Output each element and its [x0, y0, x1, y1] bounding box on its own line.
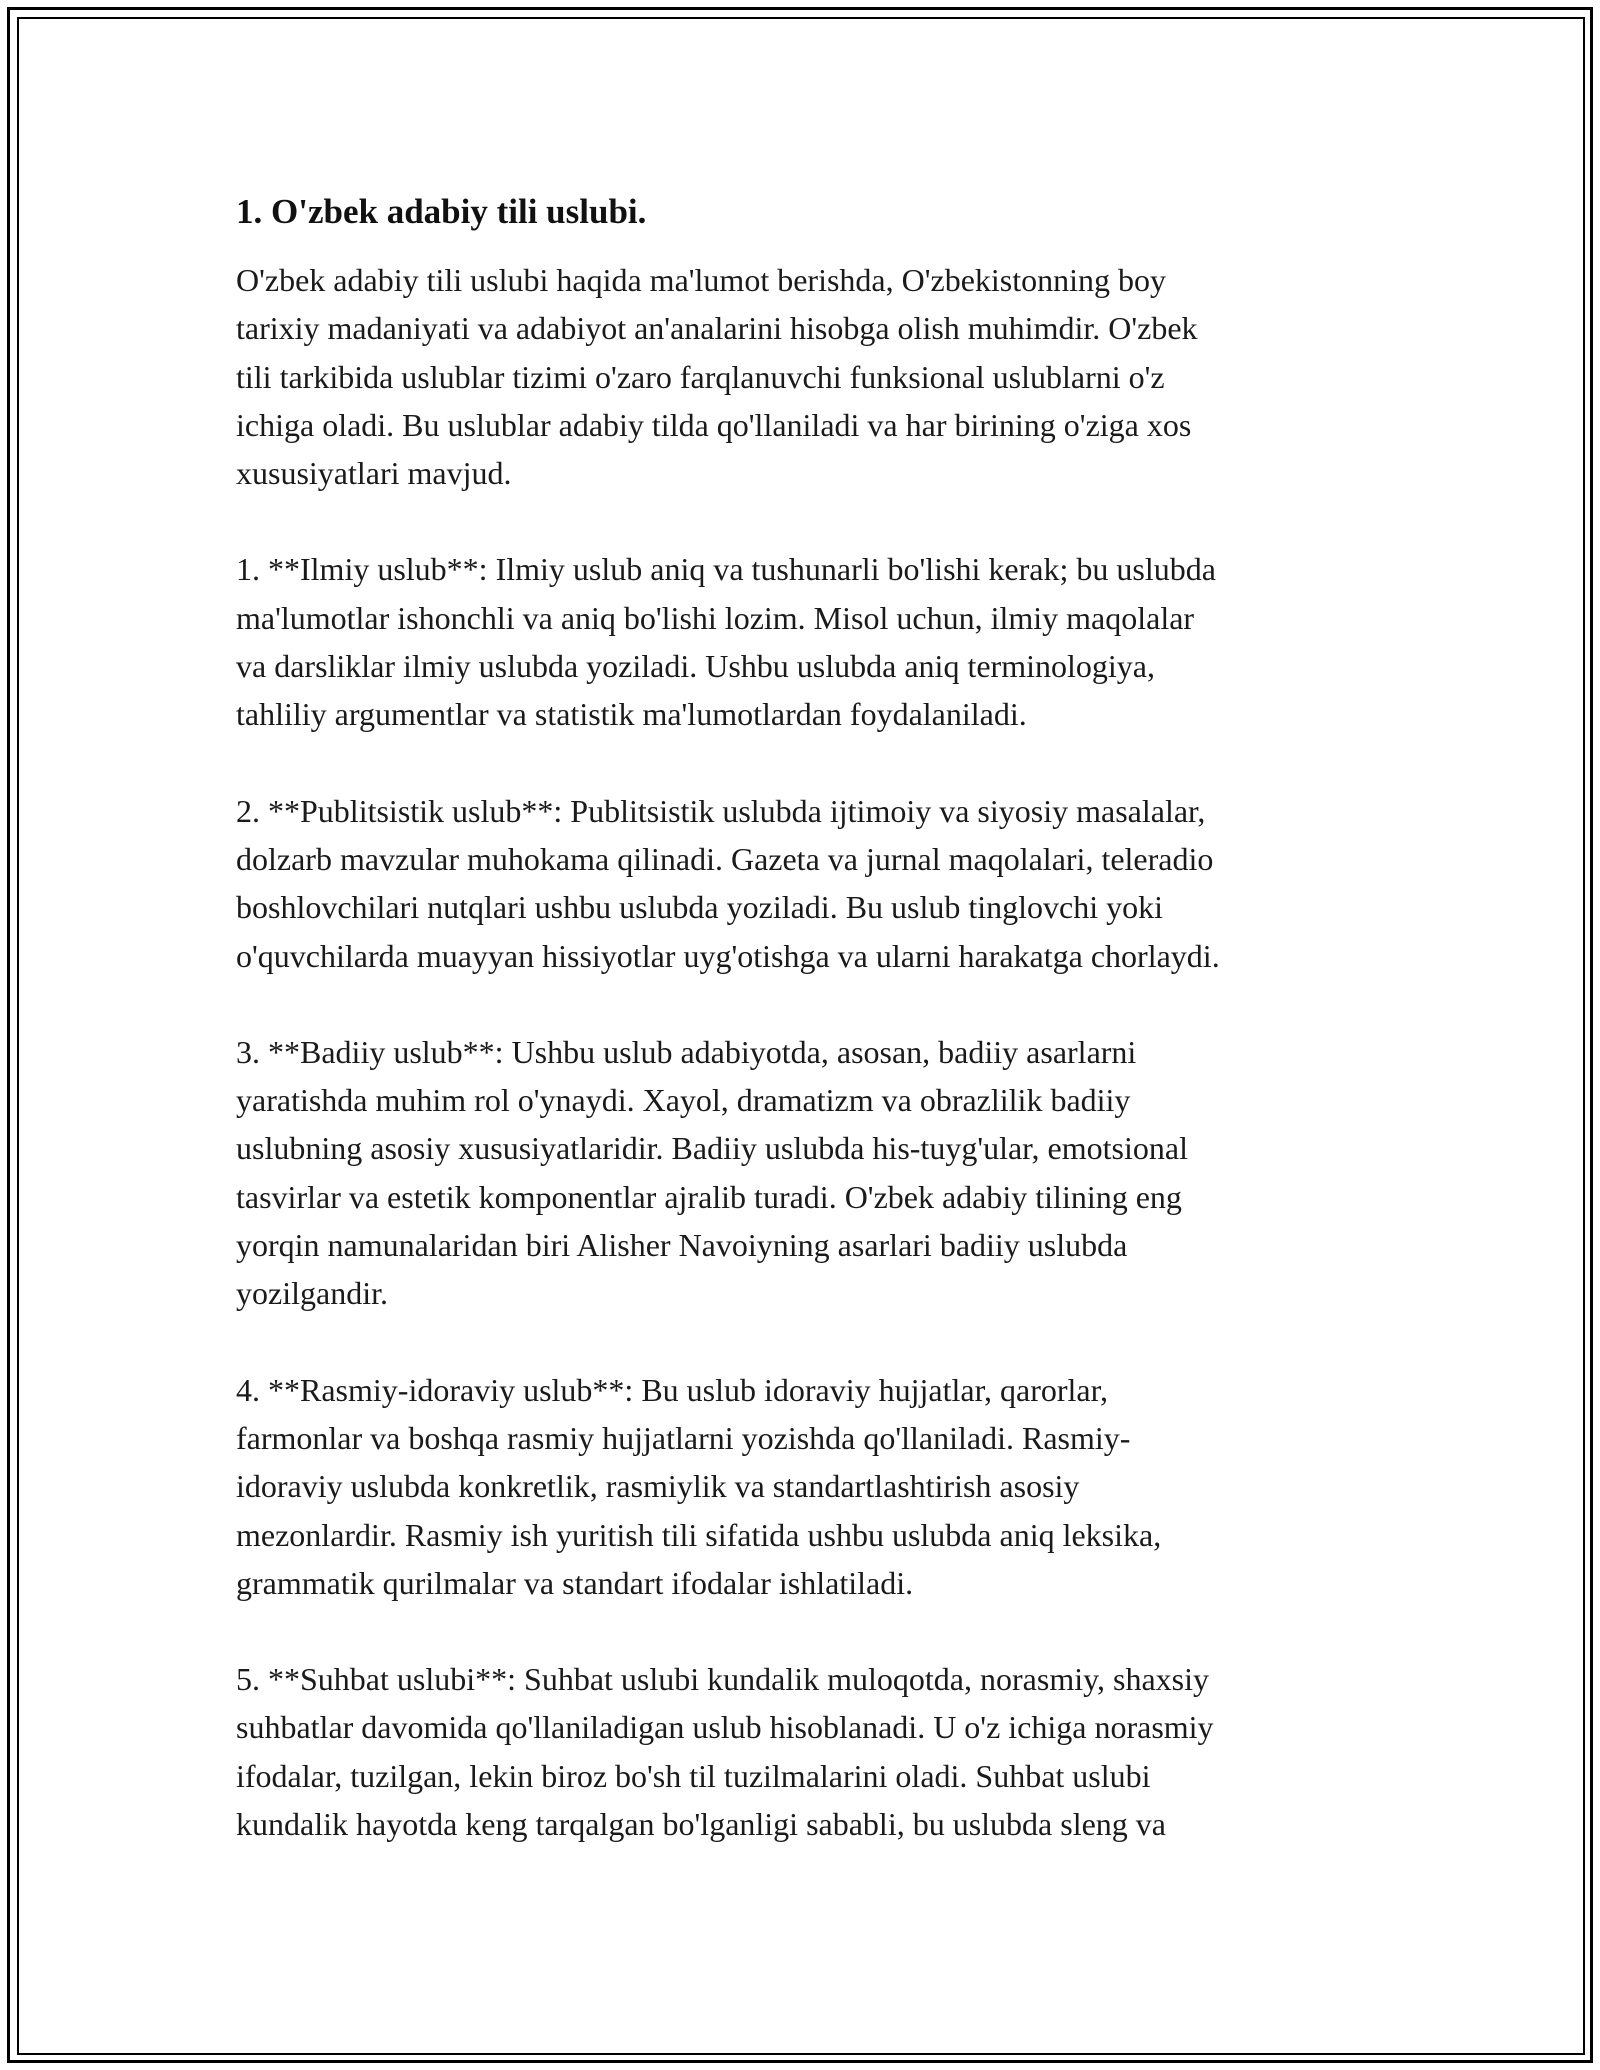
text-line: ma'lumotlar ishonchli va aniq bo'lishi lozim. Misol uchun, ilmiy maqolalar: [236, 599, 1195, 636]
text-line: mezonlardir. Rasmiy ish yuritish tili sifatida ushbu uslubda aniq leksika,: [236, 1516, 1162, 1553]
paragraph: [236, 787, 1366, 980]
text-line: 3. **Badiiy uslub**: Ushbu uslub adabiyotda, asosan, badiiy asarlarni: [236, 1033, 1137, 1070]
text-line: yaratishda muhim rol o'ynaydi. Xayol, dramatizm va obrazlilik badiiy: [236, 1082, 1131, 1119]
text-line: dolzarb mavzular muhokama qilinadi. Gazeta va jurnal maqolalari, teleradio: [236, 840, 1214, 877]
paragraph-list: [236, 256, 1366, 1848]
text-line: O'zbek adabiy tili uslubi haqida ma'lumot berishda, O'zbekistonning boy: [236, 262, 1167, 298]
text-line: 1. **Ilmiy uslub**: Ilmiy uslub aniq va tushunarli bo'lishi kerak; bu uslubda: [236, 551, 1216, 588]
paragraph: [236, 1028, 1366, 1318]
text-line: o'quvchilarda muayyan hissiyotlar uyg'otishga va ularni harakatga chorlaydi.: [236, 937, 1220, 974]
text-line: yozilgandir.: [236, 1275, 388, 1312]
text-line: 2. **Publitsistik uslub**: Publitsistik uslubda ijtimoiy va siyosiy masalalar,: [236, 792, 1206, 829]
text-line: idoraviy uslubda konkretlik, rasmiylik va standartlashtirish asosiy: [236, 1468, 1080, 1505]
paragraph: [236, 1655, 1366, 1848]
text-line: yorqin namunalaridan biri Alisher Navoiyning asarlari badiiy uslubda: [236, 1227, 1128, 1264]
text-line: grammatik qurilmalar va standart ifodalar ishlatiladi.: [236, 1564, 914, 1601]
text-line: boshlovchilari nutqlari ushbu uslubda yoziladi. Bu uslub tinglovchi yoki: [236, 889, 1164, 926]
text-line: suhbatlar davomida qo'llaniladigan uslub hisoblanadi. U o'z ichiga norasmiy: [236, 1709, 1214, 1746]
text-line: kundalik hayotda keng tarqalgan bo'lganligi sababli, bu uslubda sleng va: [236, 1806, 1166, 1843]
text-line: tasvirlar va estetik komponentlar ajralib turadi. O'zbek adabiy tilining eng: [236, 1178, 1182, 1215]
text-line: tili tarkibida uslublar tizimi o'zaro farqlanuvchi funksional uslublarni o'z: [236, 358, 1165, 395]
paragraph: [236, 545, 1366, 738]
text-line: tarixiy madaniyati va adabiyot an'analarini hisobga olish muhimdir. O'zbek: [236, 310, 1198, 347]
text-line: 5. **Suhbat uslubi**: Suhbat uslubi kundalik muloqotda, norasmiy, shaxsiy: [236, 1661, 1210, 1698]
section-heading: 1. O'zbek adabiy tili uslubi.: [236, 192, 647, 231]
text-line: va darsliklar ilmiy uslubda yoziladi. Ushbu uslubda aniq terminologiya,: [236, 648, 1155, 685]
paragraph: [236, 1366, 1366, 1607]
document-body: [236, 188, 1366, 1896]
text-line: xususiyatlari mavjud.: [236, 455, 512, 492]
text-line: uslubning asosiy xususiyatlaridir. Badiiy uslubda his-tuyg'ular, emotsional: [236, 1130, 1188, 1167]
text-line: ichiga oladi. Bu uslublar adabiy tilda qo'llaniladi va har birining o'ziga xos: [236, 406, 1192, 443]
text-line: 4. **Rasmiy-idoraviy uslub**: Bu uslub idoraviy hujjatlar, qarorlar,: [236, 1371, 1108, 1408]
text-line: tahliliy argumentlar va statistik ma'lumotlardan foydalaniladi.: [236, 696, 1027, 733]
paragraph: [236, 256, 1366, 497]
text-line: ifodalar, tuzilgan, lekin biroz bo'sh til tuzilmalarini oladi. Suhbat uslubi: [236, 1757, 1151, 1794]
text-line: farmonlar va boshqa rasmiy hujjatlarni yozishda qo'llaniladi. Rasmiy-: [236, 1419, 1131, 1456]
